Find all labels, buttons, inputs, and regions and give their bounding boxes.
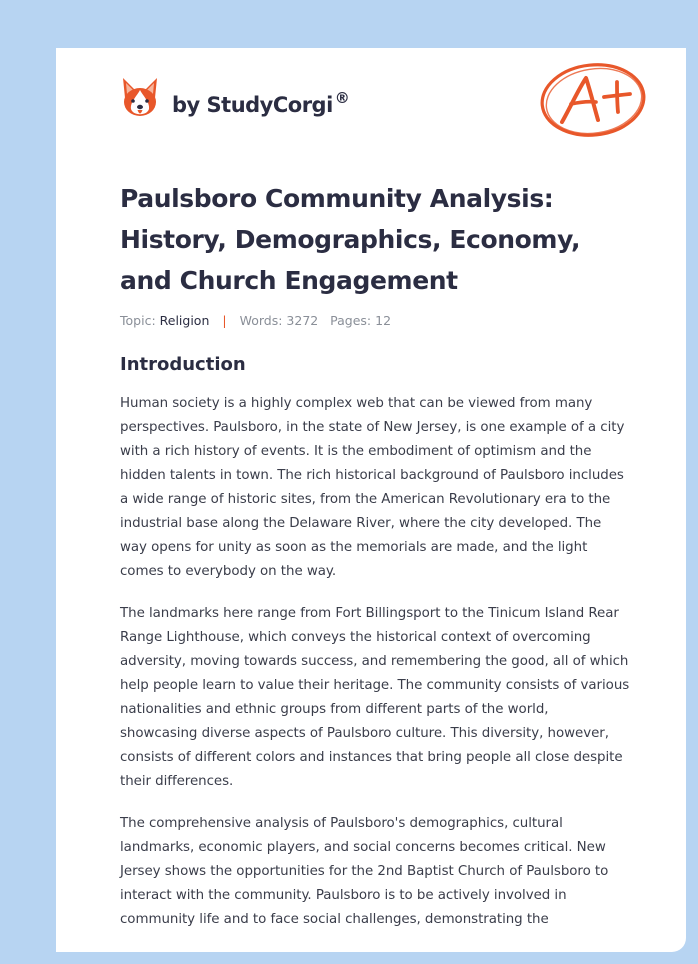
paragraph: The comprehensive analysis of Paulsboro's demographics, cultural landmarks, economic players, and social concerns becomes critical. New Jersey shows the opportunities for the 2nd Baptist Church of Paulsboro to interact with the community. Paulsboro is to be actively involved in community life and to face social challenges, demonstrating the (120, 816, 609, 927)
section-heading-introduction: Introduction (120, 354, 246, 375)
brand-text: by StudyCorgi (172, 93, 333, 117)
pages-label: Pages: (330, 313, 372, 328)
paragraph: Human society is a highly complex web that can be viewed from many perspectives. Paulsboro, in the state of New Jersey, is one example of a city with a rich history of events. It is the embodiment of optimism and the hidden talents in town. The rich historical background of Paulsboro includes a wide range of historic sites, from the American Revolutionary era to the industrial base along the Delaware River, where the city developed. The way opens for unity as soon as the memorials are made, and the light comes to everybody on the way. (120, 396, 625, 579)
article (120, 178, 630, 932)
topic-link[interactable]: Religion (159, 313, 210, 328)
document-card (56, 48, 686, 952)
paragraph: The landmarks here range from Fort Billingsport to the Tinicum Island Rear Range Lighthouse, which conveys the historical context of overcoming adversity, moving towards success, and remembering the good, all of which help people learn to value their heritage. The community consists of various nationalities and ethnic groups from different parts of the world, showcasing diverse aspects of Paulsboro culture. This diversity, however, consists of different colors and instances that bring people all close despite their differences. (120, 606, 630, 789)
article-title: Paulsboro Community Analysis: History, Demographics, Economy, and Church Engagement (120, 184, 581, 295)
brand-name (172, 89, 349, 117)
corgi-icon (120, 76, 160, 120)
grade-badge-icon (538, 60, 648, 140)
article-meta (120, 313, 630, 328)
meta-separator: | (222, 313, 227, 328)
registered-mark: ® (334, 89, 350, 107)
studycorgi-logo[interactable] (120, 76, 349, 120)
topic-label: Topic: (120, 313, 156, 328)
words-count: 3272 (286, 313, 319, 328)
words-label: Words: (239, 313, 283, 328)
pages-count: 12 (375, 313, 392, 328)
